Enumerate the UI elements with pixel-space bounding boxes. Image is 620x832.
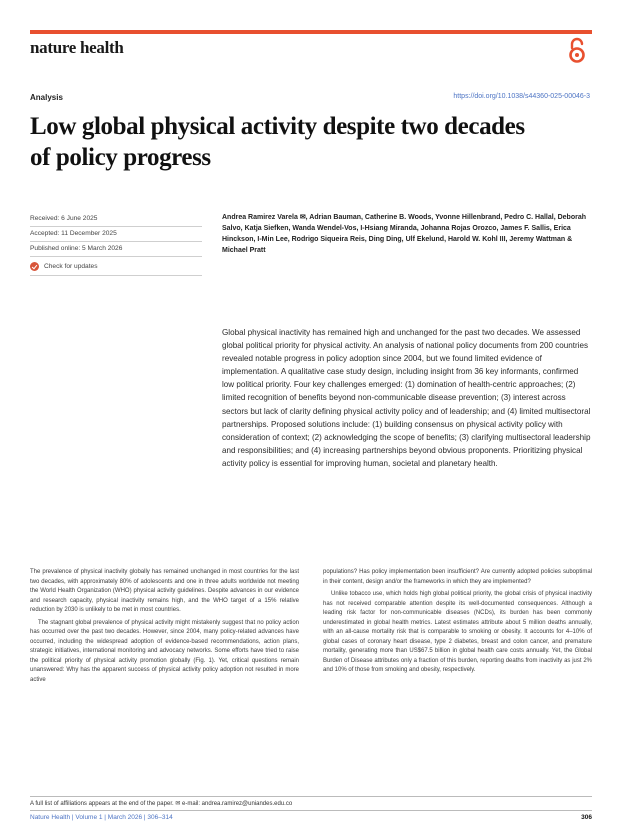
body-column-left <box>30 568 299 688</box>
check-updates-icon <box>30 262 39 271</box>
article-type: Analysis <box>30 93 63 102</box>
accepted-date: Accepted: 11 December 2025 <box>30 226 202 241</box>
journal-accent-bar <box>30 30 592 34</box>
doi-link[interactable]: https://doi.org/10.1038/s44360-025-00046-3 <box>453 93 590 100</box>
abstract: Global physical inactivity has remained high and unchanged for the past two decades. We assessed global political priority for physical activity. An analysis of national policy documents from 200 countries revealed notable progress in policy adoption since 2004, but we found limited evidence of implementation. A qualitative case study design, including insight from 36 key informants, confirmed low political priority. Four key challenges emerged: (1) domination of health-centric approaches; (2) limited recognition of benefits beyond non-communicable disease prevention; (3) interest across sectors but lack of clarity defining physical activity policy and of leadership; and (4) limited multisectoral partnerships. Proposed solutions include: (1) building consensus on physical activity policy with consideration of context; (2) acknowledging the scope of benefits; (3) clarifying multisectoral leadership and responsibilities; and (4) increasing partnerships beyond obvious proponents. Prioritizing physical activity policy is essential for improving human, societal and planetary health. <box>222 328 591 468</box>
affiliation-footnote: A full list of affiliations appears at the end of the paper. ✉ e-mail: andrea.ramirez@uniandes.edu.co <box>30 796 592 807</box>
body-paragraph: The prevalence of physical inactivity globally has remained unchanged in most countries for the last two decades, with approximately 80% of adolescents and one in three adults worldwide not meeting the World Health Organization (WHO) physical activity guidelines. Despite advances in our evidence and research capacity, physical inactivity remains high, and the WHO target of a 15% relative reduction by 2030 is unlikely to be met in most countries. <box>30 569 299 613</box>
article-title: Low global physical activity despite two decades of policy progress <box>30 113 525 171</box>
publication-dates <box>30 212 202 276</box>
open-access-icon <box>566 36 588 64</box>
body-paragraph: The stagnant global prevalence of physical activity might mistakenly suggest that no policy action has occurred over the past two decades. However, since 2004, many policy-related advances have occurred, including the widespread adoption of evidence-based recommendations, action plans, strategic initiatives, international monitoring and advocacy networks. Some efforts have tried to raise the political priority of physical activity promotion globally (Fig. 1). Yet, critical questions remain unanswered: Why has the apparent success of physical activity policy adoption not resulted in more active <box>30 619 299 683</box>
check-for-updates-label: Check for updates <box>44 263 98 270</box>
article-body <box>30 568 592 688</box>
published-date: Published online: 5 March 2026 <box>30 241 202 256</box>
journal-name: nature health <box>30 38 124 57</box>
body-paragraph: Unlike tobacco use, which holds high global political priority, the global crisis of physical inactivity has not received comparable attention despite its well-documented consequences. Although a leading risk factor for non-communicable diseases (NCDs), its burden has been commonly underestimated in global health metrics. Latest estimates attribute about 5 million deaths annually, with an all-cause mortality risk that is comparable to smoking or obesity. It accounts for 4–10% of global cases of coronary heart disease, type 2 diabetes, breast and colon cancer, and premature mortality, generating more than US$67.5 billion in global health care costs annually. Yet, the Global Burden of Disease attributes only a fraction of this burden, reporting deaths from inactivity as just 2% and 10% of those from smoking and obesity, respectively. <box>323 591 592 673</box>
page-number: 306 <box>581 814 592 821</box>
check-for-updates-button[interactable] <box>30 256 202 276</box>
page-footer <box>30 810 592 821</box>
received-date: Received: 6 June 2025 <box>30 215 98 222</box>
journal-citation[interactable]: Nature Health | Volume 1 | March 2026 | 306–314 <box>30 814 173 821</box>
body-paragraph: populations? Has policy implementation been insufficient? Are currently adopted policies suboptimal in their content, design and/or the frameworks in which they are implemented? <box>323 569 592 585</box>
author-list[interactable]: Andrea Ramirez Varela ✉, Adrian Bauman, Catherine B. Woods, Yvonne Hillenbrand, Pedro C. Hallal, Deborah Salvo, Katja Siefken, Wanda Wendel-Vos, I-Hsiang Miranda, Johanna Rojas Orozco, James F. Sallis, Erica Hinckson, I-Min Lee, Rodrigo Siqueira Reis, Ding Ding, Ulf Ekelund, Harold W. Kohl III, Jeremy Wattman & Michael Pratt <box>222 214 586 255</box>
body-column-right <box>323 568 592 688</box>
